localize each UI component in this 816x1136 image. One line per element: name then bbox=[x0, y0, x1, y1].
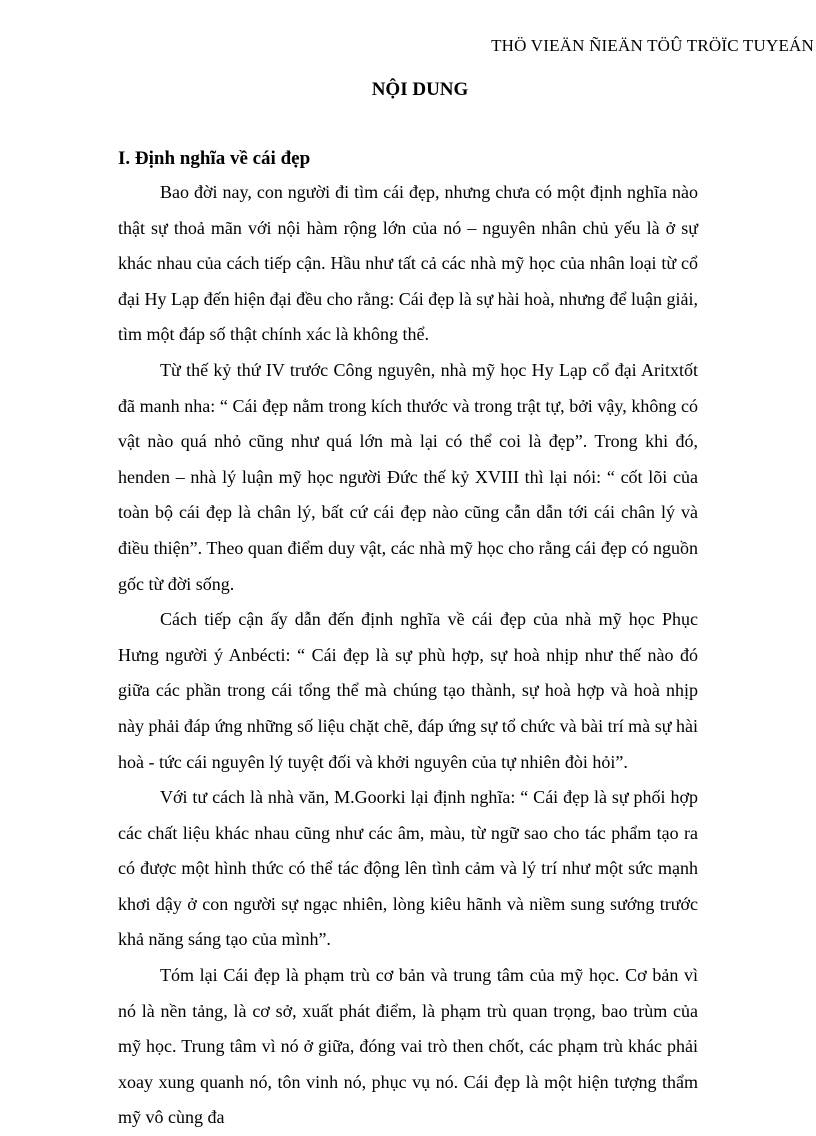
paragraph: Cách tiếp cận ấy dẫn đến định nghĩa về cái đẹp của nhà mỹ học Phục Hưng người ý Anbécti: “ Cái đẹp là sự phù hợp, sự hoà nhịp như thế nào đó giữa các phần trong cái tổng thể mà chúng tạo thành, sự hoà hợp và hoà nhịp này phải đáp ứng những số liệu chặt chẽ, đáp ứng sự tổ chức và bài trí mà sự hài hoà - tức cái nguyên lý tuyệt đối và khởi nguyên của tự nhiên đòi hỏi”. bbox=[118, 609, 698, 772]
body-text bbox=[118, 175, 698, 1136]
paragraph: Với tư cách là nhà văn, M.Goorki lại định nghĩa: “ Cái đẹp là sự phối hợp các chất liệu khác nhau cũng như các âm, màu, từ ngữ sao cho tác phẩm tạo ra có được một hình thức có thể tác động lên tình cảm và lý trí như một sức mạnh khơi dậy ở con người sự ngạc nhiên, lòng kiêu hãnh và niềm sung sướng trước khả năng sáng tạo của mình”. bbox=[118, 787, 698, 950]
paragraph: Từ thế kỷ thứ IV trước Công nguyên, nhà mỹ học Hy Lạp cổ đại Aritxtốt đã manh nha: “ Cái đẹp nằm trong kích thước và trong trật tự, bởi vậy, không có vật nào quá nhỏ cũng như quá lớn mà lại có thể coi là đẹp”. Trong khi đó, henden – nhà lý luận mỹ học người Đức thế kỷ XVIII thì lại nói: “ cốt lõi của toàn bộ cái đẹp là chân lý, bất cứ cái đẹp nào cũng cẫn dẫn tới cái chân lý và điều thiện”. Theo quan điểm duy vật, các nhà mỹ học cho rằng cái đẹp có nguồn gốc từ đời sống. bbox=[118, 359, 698, 594]
paragraph: Bao đời nay, con người đi tìm cái đẹp, nhưng chưa có một định nghĩa nào thật sự thoả mãn với nội hàm rộng lớn của nó – nguyên nhân chủ yếu là ở sự khác nhau của cách tiếp cận. Hầu như tất cả các nhà mỹ học của nhân loại từ cổ đại Hy Lạp đến hiện đại đều cho rằng: Cái đẹp là sự hài hoà, nhưng để luận giải, tìm một đáp số thật chính xác là không thể. bbox=[118, 182, 698, 345]
page-title: NỘI DUNG bbox=[371, 79, 469, 100]
header-watermark: THÖ VIEÄN ÑIEÄN TÖÛ TRÖÏC TUYEÁN bbox=[491, 36, 814, 55]
paragraph: Tóm lại Cái đẹp là phạm trù cơ bản và trung tâm của mỹ học. Cơ bản vì nó là nền tảng, là cơ sở, xuất phát điểm, là phạm trù quan trọng, bao trùm của mỹ học. Trung tâm vì nó ở giữa, đóng vai trò then chốt, các phạm trù khác phải xoay xung quanh nó, tôn vinh nó, phục vụ nó. Cái đẹp là một hiện tượng thẩm mỹ vô cùng đa bbox=[118, 965, 698, 1128]
section-heading: I. Định nghĩa về cái đẹp bbox=[118, 148, 311, 169]
